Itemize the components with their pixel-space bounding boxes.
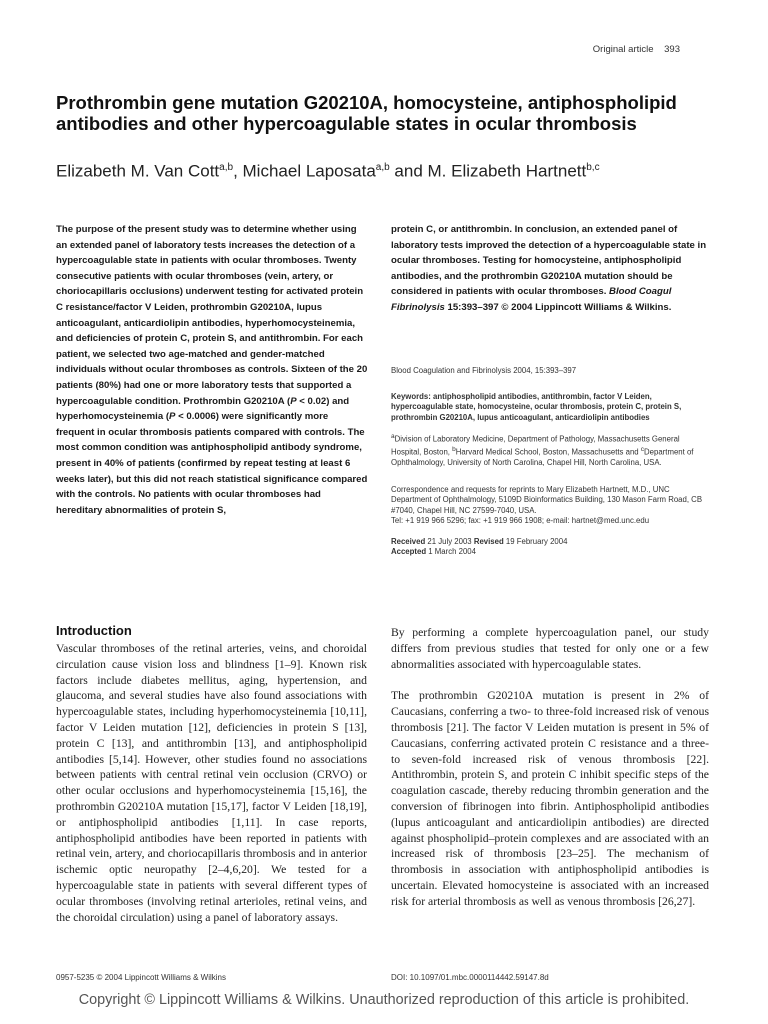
keywords-text: antiphospholipid antibodies, antithrombin, factor V Leiden, hypercoagulable state, homocysteine, ocular thrombosis, protein C, protein S, prothrombin G20210A, lupus anticoagulant, anticardiolipin antibodies [391,392,682,422]
received-date: 21 July 2003 [425,537,474,546]
keywords [391,392,711,423]
right-body-column [391,625,709,926]
abstract-text: < 0.0006) were significantly more frequent in ocular thrombosis patients compared with controls. The most common condition was antiphospholipid antibody syndrome, present in 40% of patients (confirmed by repeat testing at least 6 weeks later), but this did not reach statistical significance compared with the controls. No patients with ocular thromboses had hereditary abnormalities of protein S, [56,411,368,516]
copyright-notice: Copyright © Lippincott Williams & Wilkins. Unauthorized reproduction of this article is prohibited. [78,992,690,1008]
introduction-paragraph: Vascular thromboses of the retinal arteries, veins, and choroidal circulation cause vision loss and blindness [1–9]. Known risk factors include diabetes mellitus, aging, hypertension, and glaucoma, and several studies have also found associations with hypercoagulable states, including hyperhomocysteinemia [10,11], factor V Leiden mutation [12], deficiencies in protein S [13], protein C [13], and antithrombin [13], and antiphospholipid antibodies [5,14]. However, other studies found no associations between patients with central retinal vein occlusion (CRVO) or other ocular occlusions and hyperhomocysteinemia [15,16], the prothrombin G20210A mutation [15,17], factor V Leiden [18,19], or antiphospholipid antibodies [1,11]. In case reports, antiphospholipid antibodies have been reported in patients with retinal vein, artery, and choriocapillaris thrombosis and in anterior ischemic optic neuropathy [2–4,6,20]. We tested for a hypercoagulable state in patients with several different types of ocular thromboses (involving retinal arterioles, retinal veins, and the choroidal circulation) using a panel of laboratory assays. [56,642,367,924]
author-list [56,158,716,182]
section-label: Original article [592,44,654,55]
revised-date: 19 February 2004 [503,537,568,546]
article-dates [391,537,711,558]
article-title: Prothrombin gene mutation G20210A, homocysteine, antiphospholipid antibodies and other hypercoagulable states in ocular thrombosis [56,92,677,134]
affiliation-text: Division of Laboratory Medicine, Department of Pathology, Massachusetts General Hospital, Boston, [391,434,680,457]
author-name: Elizabeth M. Van Cott [56,161,220,181]
correspondence [391,485,711,527]
abstract-text: protein C, or antithrombin. In conclusion, an extended panel of laboratory tests improved the detection of a hypercoagulable state in ocular thromboses. Testing for homocysteine, antiphospholipid antibodies, and the prothrombin G20210A mutation should be considered in patients with ocular thromboses. [391,224,707,298]
issn-footer: 0957-5235 © 2004 Lippincott Williams & Wilkins [56,973,226,982]
author-affiliation-mark: b,c [586,162,600,173]
correspondence-contact: Tel: +1 919 966 5296; fax: +1 919 966 1908; e-mail: hartnet@med.unc.edu [391,516,650,526]
affiliation-mark: c [640,446,645,453]
accepted-date: 1 March 2004 [426,547,476,557]
running-header [593,44,680,55]
page-number: 393 [664,44,680,55]
author-affiliation-mark: a,b [375,162,390,173]
p-value-symbol: P [169,411,176,423]
correspondence-address: Correspondence and requests for reprints to Mary Elizabeth Hartnett, M.D., UNC Department of Ophthalmology, 5109D Bioinformatics Building, 130 Mason Farm Road, CB #7040, Chapel Hill, NC 27599-7040, USA. [391,485,703,515]
received-revised-line [391,537,711,547]
affiliation-text: Harvard Medical School, Boston, Massachusetts and [455,447,641,457]
introduction-heading: Introduction [56,623,132,638]
abstract-left-column [56,222,368,518]
abstract-right-column [391,222,709,316]
affiliation-mark: a [391,433,395,440]
revised-label: Revised [473,537,504,546]
received-label: Received [391,537,426,546]
keywords-label: Keywords: [391,392,431,401]
journal-citation: Blood Coagul Fibrinolysis [391,286,672,313]
affiliation-text: Department of Ophthalmology, University of North Carolina, Chapel Hill, North Carolina, USA. [391,447,694,467]
author-separator: and [389,161,428,181]
p-value-symbol: P [290,395,297,407]
affiliation-mark: b [452,446,456,453]
accepted-line [391,547,711,557]
author-affiliation-mark: a,b [219,162,234,173]
abstract-text: < 0.02) and hyperhomocysteinemia ( [56,395,350,423]
doi-footer: DOI: 10.1097/01.mbc.0000114442.59147.8d [391,973,549,982]
author-name: M. Elizabeth Hartnett [427,161,587,181]
journal-line: Blood Coagulation and Fibrinolysis 2004, 15:393–397 [391,366,577,375]
author-name: Michael Laposata [242,161,376,181]
citation-details: 15:393–397 © 2004 Lippincott Williams & Wilkins. [444,301,672,313]
abstract-text: The purpose of the present study was to determine whether using an extended panel of laboratory tests increases the detection of a hypercoagulable state in patients with ocular thromboses. Twenty consecutive patients with ocular thromboses (vein, artery, or choriocapillaris occlusions) underwent testing for activated protein C resistance/factor V Leiden, prothrombin G20210A, lupus anticoagulant, anticardiolipin antibodies, hyperhomocysteinemia, and deficiencies of protein C, protein S, and antithrombin. For each patient, we selected two age-matched and gender-matched individuals without ocular thromboses as controls. Sixteen of the 20 patients (80%) had one or more laboratory tests that supported a hypercoagulable condition. Prothrombin G20210A ( [56,224,368,407]
body-paragraph: By performing a complete hypercoagulation panel, our study differs from previous studies that tested for only one or a few abnormalities associated with hypercoagulable states. [391,626,709,671]
accepted-label: Accepted [391,547,427,557]
author-separator: , [233,161,243,181]
affiliations [391,432,711,468]
body-paragraph: The prothrombin G20210A mutation is present in 2% of Caucasians, conferring a two- to three-fold increased risk of venous thrombosis [21]. The factor V Leiden mutation is present in 5% of Caucasians, conferring activated protein C resistance and a three- to seven-fold increased risk of venous thrombosis [22]. Antithrombin, protein S, and protein C inhibit specific steps of the coagulation cascade, thereby reducing thrombin generation and the conversion of fibrinogen into fibrin. Antiphospholipid antibodies (lupus anticoagulant and anticardiolipin antibodies) are directed against phospholipid–protein complexes and are associated with an increased risk of thrombosis [23–25]. The mechanism of thrombosis in association with antiphospholipid antibodies is uncertain. Elevated homocysteine is associated with an increased risk for arterial thrombosis as well as venous thrombosis [26,27]. [391,689,709,908]
